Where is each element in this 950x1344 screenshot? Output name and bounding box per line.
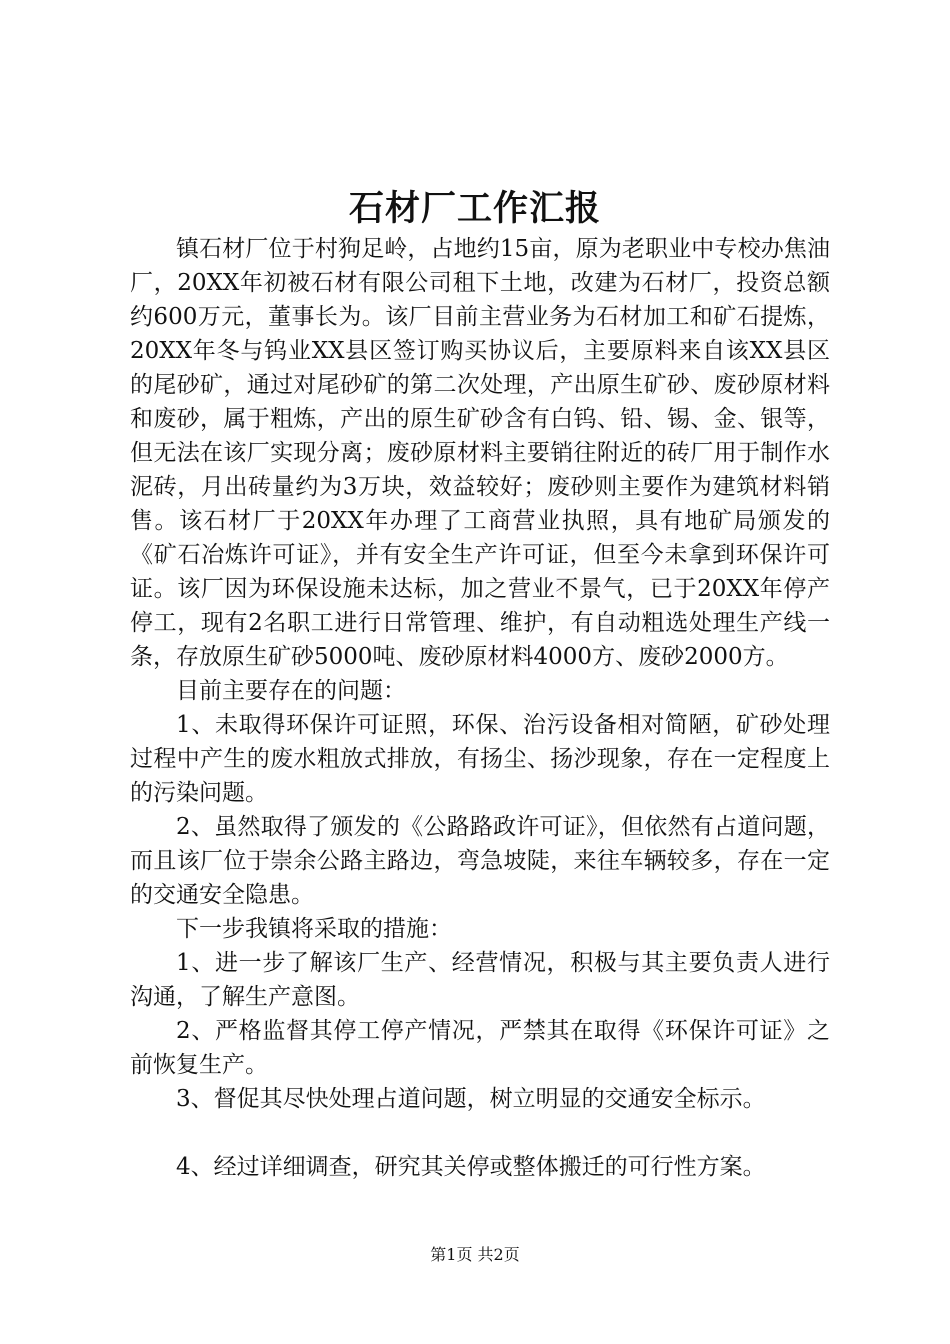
paragraph-measure-4: 4、经过详细调查，研究其关停或整体搬迁的可行性方案。: [176, 1154, 766, 1180]
paragraph-measure-3: 3、督促其尽快处理占道问题，树立明显的交通安全标示。: [176, 1086, 766, 1112]
paragraph-problem-2: 2、虽然取得了颁发的《公路路政许可证》，但依然有占道问题，而且该厂位于崇余公路主路边，弯急坡陡，来往车辆较多，存在一定的交通安全隐患。: [130, 814, 830, 908]
paragraph-overview: 镇石材厂位于村狗足岭，占地约15亩，原为老职业中专校办焦油厂，20XX年初被石材有限公司租下土地，改建为石材厂，投资总额约600万元，董事长为。该厂目前主营业务为石材加工和矿石提炼，20XX年冬与钨业XX县区签订购买协议后，主要原料来自该XX县区的尾砂矿，通过对尾砂矿的第二次处理，产出原生矿砂、废砂原材料和废砂，属于粗炼，产出的原生矿砂含有白钨、铅、锡、金、银等，但无法在该厂实现分离；废砂原材料主要销往附近的砖厂用于制作水泥砖，月出砖量约为3万块，效益较好；废砂则主要作为建筑材料销售。该石材厂于20XX年办理了工商营业执照，具有地矿局颁发的《矿石冶炼许可证》，并有安全生产许可证，但至今未拿到环保许可证。该厂因为环保设施未达标，加之营业不景气，已于20XX年停产停工，现有2名职工进行日常管理、维护，有自动粗选处理生产线一条，存放原生矿砂5000吨、废砂原材料4000方、废砂2000方。: [130, 236, 830, 670]
page-footer: 第1页 共2页: [430, 1245, 520, 1264]
document-title: 石材厂工作汇报: [348, 188, 601, 229]
paragraph-problems-heading: 目前主要存在的问题：: [176, 678, 406, 704]
document-body: [130, 232, 830, 1184]
paragraph-spacer: [130, 1116, 830, 1150]
paragraph-measures-heading: 下一步我镇将采取的措施：: [176, 916, 452, 942]
paragraph-measure-2: 2、严格监督其停工停产情况，严禁其在取得《环保许可证》之前恢复生产。: [130, 1018, 830, 1078]
paragraph-measure-1: 1、进一步了解该厂生产、经营情况，积极与其主要负责人进行沟通，了解生产意图。: [130, 950, 830, 1010]
paragraph-problem-1: 1、未取得环保许可证照，环保、治污设备相对简陋，矿砂处理过程中产生的废水粗放式排放，有扬尘、扬沙现象，存在一定程度上的污染问题。: [130, 712, 830, 806]
